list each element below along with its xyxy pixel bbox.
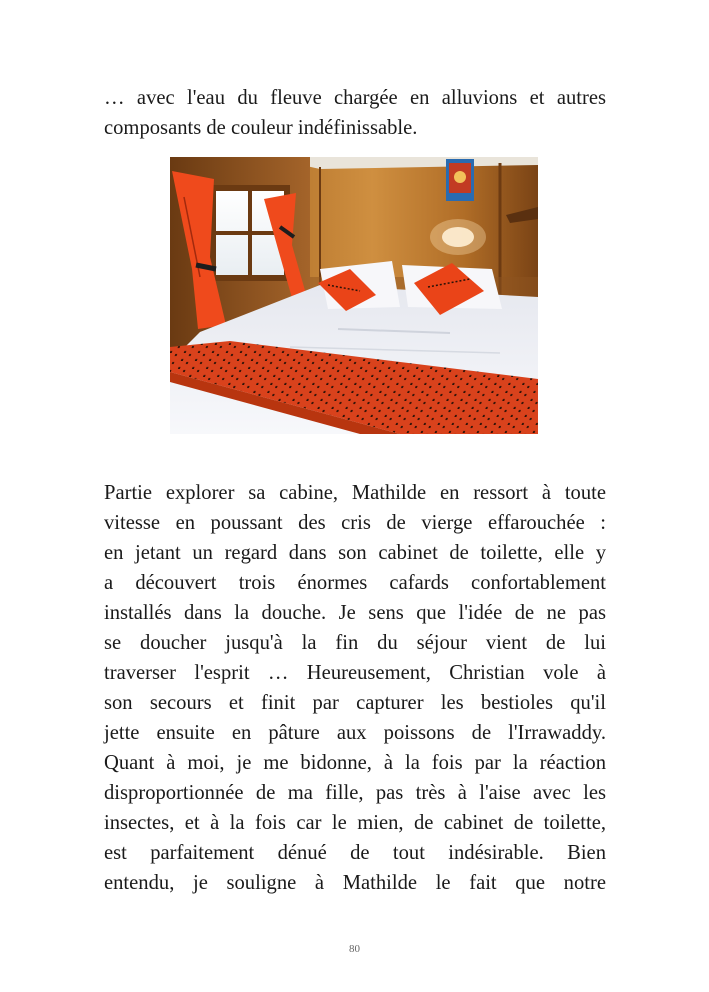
body-line: jette ensuite en pâture aux poissons de l'Irrawaddy. [104, 722, 606, 744]
cabin-photo [170, 157, 538, 434]
body-line: vitesse en poussant des cris de vierge effarouchée : [104, 512, 606, 534]
body-paragraph [104, 478, 606, 898]
intro-line-2: composants de couleur indéfinissable. [104, 117, 418, 139]
body-line: insectes, et à la fois car le mien, de cabinet de toilette, [104, 812, 606, 834]
body-line: Quant à moi, je me bidonne, à la fois par la réaction [104, 752, 606, 774]
page-number: 80 [349, 943, 360, 955]
body-line: en jetant un regard dans son cabinet de toilette, elle y [104, 542, 606, 564]
intro-paragraph [104, 83, 606, 143]
body-line: traverser l'esprit … Heureusement, Christian vole à [104, 662, 606, 684]
body-line: installés dans la douche. Je sens que l'idée de ne pas [104, 602, 606, 624]
body-line: a découvert trois énormes cafards confortablement [104, 572, 606, 594]
intro-line-1: … avec l'eau du fleuve chargée en alluvions et autres [104, 87, 606, 109]
body-line: entendu, je souligne à Mathilde le fait que notre [104, 872, 606, 894]
body-line: Partie explorer sa cabine, Mathilde en ressort à toute [104, 482, 606, 504]
body-line: son secours et finit par capturer les bestioles qu'il [104, 692, 606, 714]
body-line: disproportionnée de ma fille, pas très à l'aise avec les [104, 782, 606, 804]
body-line: est parfaitement dénué de tout indésirable. Bien [104, 842, 606, 864]
body-line: se doucher jusqu'à la fin du séjour vient de lui [104, 632, 606, 654]
